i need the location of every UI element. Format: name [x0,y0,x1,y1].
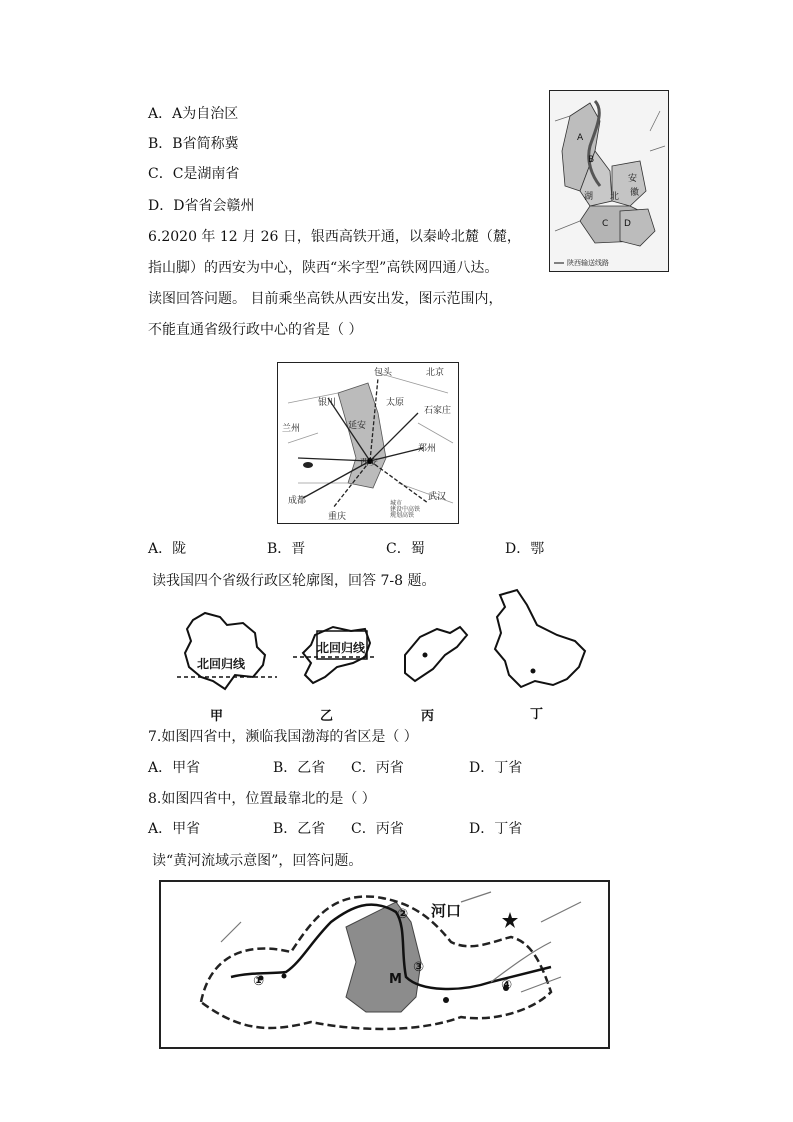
q7-option-c: C．丙省 [351,760,404,776]
q6-city-yinchuan: 银川 [318,398,337,408]
q6-city-yanan: 延安 [348,421,367,431]
yellow-river-drawing [161,882,608,1047]
q6-option-b: B．晋 [267,541,306,557]
q8-option-d: D．丁省 [469,821,523,837]
q6-stem-line-2: 指山脚）的西安为中心，陕西“米字型”高铁网四通八达。 [148,260,499,276]
yellow-river-label-1: ① [253,974,265,989]
q6-city-taiyuan: 太原 [386,398,405,408]
province-yi-label: 乙 [320,709,334,724]
yellow-river-label-4: ④ [501,978,513,993]
q5-map-label-bei: 北 [610,192,620,202]
q6-legend-building: 建设中高铁 [390,506,421,513]
province-jia-label: 甲 [210,709,224,724]
q5-map-label-d: D [624,219,631,229]
province-bing-label: 丙 [421,709,435,724]
q7-stem: 7.如图四省中，濒临我国渤海的省区是（ ） [148,729,418,745]
province-ding-label: 丁 [530,707,544,722]
q6-option-d: D．鄂 [505,541,545,557]
yellow-river-map [159,880,610,1049]
q6-stem-line-3: 读图回答问题。 目前乘坐高铁从西安出发，图示范围内， [148,291,503,307]
q6-city-baotou: 包头 [374,368,393,378]
q6-city-xian: 西安 [360,458,379,468]
q5-map-label-an: 安 [628,174,638,184]
q8-option-c: C．丙省 [351,821,404,837]
province-outlines [165,585,610,725]
q5-map-label-c: C [602,219,609,229]
q6-city-beijing: 北京 [426,368,445,378]
q6-city-zhengzhou: 郑州 [418,444,437,454]
q6-stem-line-4: 不能直通省级行政中心的省是（ ） [148,322,363,338]
q6-option-a: A．陇 [148,541,187,557]
q6-rail-map [277,362,459,524]
q6-city-chengdu: 成都 [288,496,307,506]
yellow-river-label-hekou: 河口 [431,902,462,920]
q6-option-c: C．蜀 [386,541,425,557]
q8-option-a: A．甲省 [148,821,201,837]
q8-option-b: B．乙省 [273,821,326,837]
q6-stem-line-1: 6.2020 年 12 月 26 日，银西高铁开通，以秦岭北麓（麓， [148,229,521,245]
q5-map-label-hui: 徽 [630,188,640,198]
tropic-label-jia: 北回归线 [197,657,246,671]
intro-7-8: 读我国四个省级行政区轮廓图，回答 7-8 题。 [152,573,436,589]
q7-option-b: B．乙省 [273,760,326,776]
yellow-river-label-2: ② [397,907,409,922]
q8-stem: 8.如图四省中，位置最靠北的是（ ） [148,791,376,807]
q5-option-b: B．B省简称冀 [148,136,239,152]
q5-option-d: D．D省省会赣州 [148,198,255,214]
q5-map-label-b: B [588,155,595,165]
q6-map-legend [390,501,454,521]
yellow-river-label-m: M [389,972,402,987]
q7-option-a: A．甲省 [148,760,201,776]
q6-city-wuhan: 武汉 [428,492,447,502]
q5-map-label-hu: 湖 [584,192,594,202]
q5-option-c: C．C是湖南省 [148,166,240,182]
q7-option-d: D．丁省 [469,760,523,776]
q6-legend-planned: 规划高铁 [390,512,415,519]
q5-map-label-a: A [577,133,584,143]
tropic-label-yi: 北回归线 [317,641,366,655]
q6-city-lanzhou: 兰州 [282,424,301,434]
q5-map [549,90,669,272]
yellow-river-label-3: ③ [413,960,425,975]
q5-map-legend: 陕西输送线路 [567,259,609,267]
q5-map-drawing [550,91,668,271]
q6-city-shijiazhuang: 石家庄 [424,406,452,416]
q5-option-a: A．A为自治区 [148,106,239,122]
q6-legend-city: 城市 [390,500,403,507]
q6-city-chongqing: 重庆 [328,512,347,522]
intro-yellow-river: 读“黄河流域示意图”，回答问题。 [152,853,363,869]
